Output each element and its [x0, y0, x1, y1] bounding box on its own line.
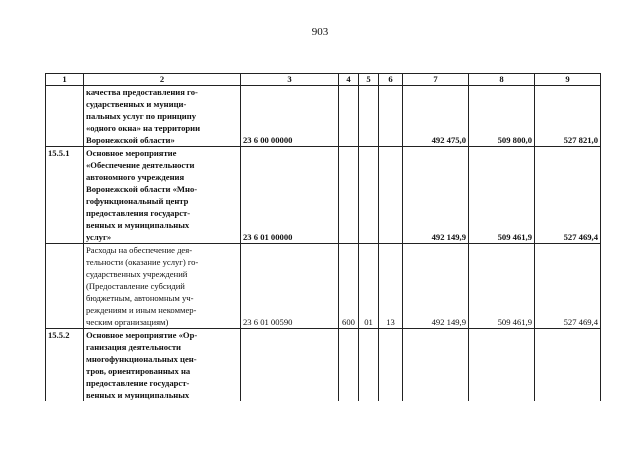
row-name: Основное мероприятие «Ор- ганизация деятельности многофункциональных цен- тров, ориентированных на предоставление государст- венных и муниципальных: [84, 329, 241, 402]
row-col4: 600: [339, 244, 359, 329]
col-header: 6: [379, 74, 403, 86]
col-header: 9: [535, 74, 601, 86]
row-value-9: [535, 329, 601, 402]
row-id: [46, 244, 84, 329]
page-number: 903: [311, 26, 329, 38]
row-value-7: 492 149,9: [403, 147, 469, 244]
row-code: [241, 329, 339, 402]
row-code: 23 6 01 00000: [241, 147, 339, 244]
row-col6: [379, 329, 403, 402]
row-col4: [339, 86, 359, 147]
col-header: 7: [403, 74, 469, 86]
table-row: [46, 244, 601, 329]
row-value-8: 509 461,9: [469, 147, 535, 244]
col-header: 5: [359, 74, 379, 86]
row-id: 15.5.1: [46, 147, 84, 244]
row-col6: [379, 86, 403, 147]
table-header-row: [46, 74, 601, 86]
row-name: Основное мероприятие «Обеспечение деятельности автономного учреждения Воронежской области «Мно- гофункциональный центр предоставления государст- венных и муниципальных услуг»: [84, 147, 241, 244]
row-value-9: 527 469,4: [535, 147, 601, 244]
row-value-8: 509 461,9: [469, 244, 535, 329]
row-value-8: 509 800,0: [469, 86, 535, 147]
row-col5: 01: [359, 244, 379, 329]
row-col6: [379, 147, 403, 244]
col-header: 8: [469, 74, 535, 86]
row-id: 15.5.2: [46, 329, 84, 402]
row-col5: [359, 86, 379, 147]
row-name: Расходы на обеспечение дея- тельности (оказание услуг) го- сударственных учреждений (Предоставление субсидий бюджетным, автономным уч- реждениям и иным некоммер- ческим организациям): [84, 244, 241, 329]
row-value-9: 527 469,4: [535, 244, 601, 329]
col-header: 1: [46, 74, 84, 86]
col-header: 3: [241, 74, 339, 86]
table-row: [46, 147, 601, 244]
row-col5: [359, 147, 379, 244]
row-col4: [339, 329, 359, 402]
row-name: качества предоставления го- сударственных и муници- пальных услуг по принципу «одного окна» на территории Воронежской области»: [84, 86, 241, 147]
col-header: 2: [84, 74, 241, 86]
row-code: 23 6 00 00000: [241, 86, 339, 147]
row-col5: [359, 329, 379, 402]
row-col6: 13: [379, 244, 403, 329]
row-value-8: [469, 329, 535, 402]
row-value-9: 527 821,0: [535, 86, 601, 147]
row-value-7: 492 149,9: [403, 244, 469, 329]
row-col4: [339, 147, 359, 244]
row-code: 23 6 01 00590: [241, 244, 339, 329]
row-id: [46, 86, 84, 147]
row-value-7: 492 475,0: [403, 86, 469, 147]
row-value-7: [403, 329, 469, 402]
table-row: [46, 86, 601, 147]
table-row: [46, 329, 601, 402]
col-header: 4: [339, 74, 359, 86]
budget-table: [45, 73, 601, 401]
